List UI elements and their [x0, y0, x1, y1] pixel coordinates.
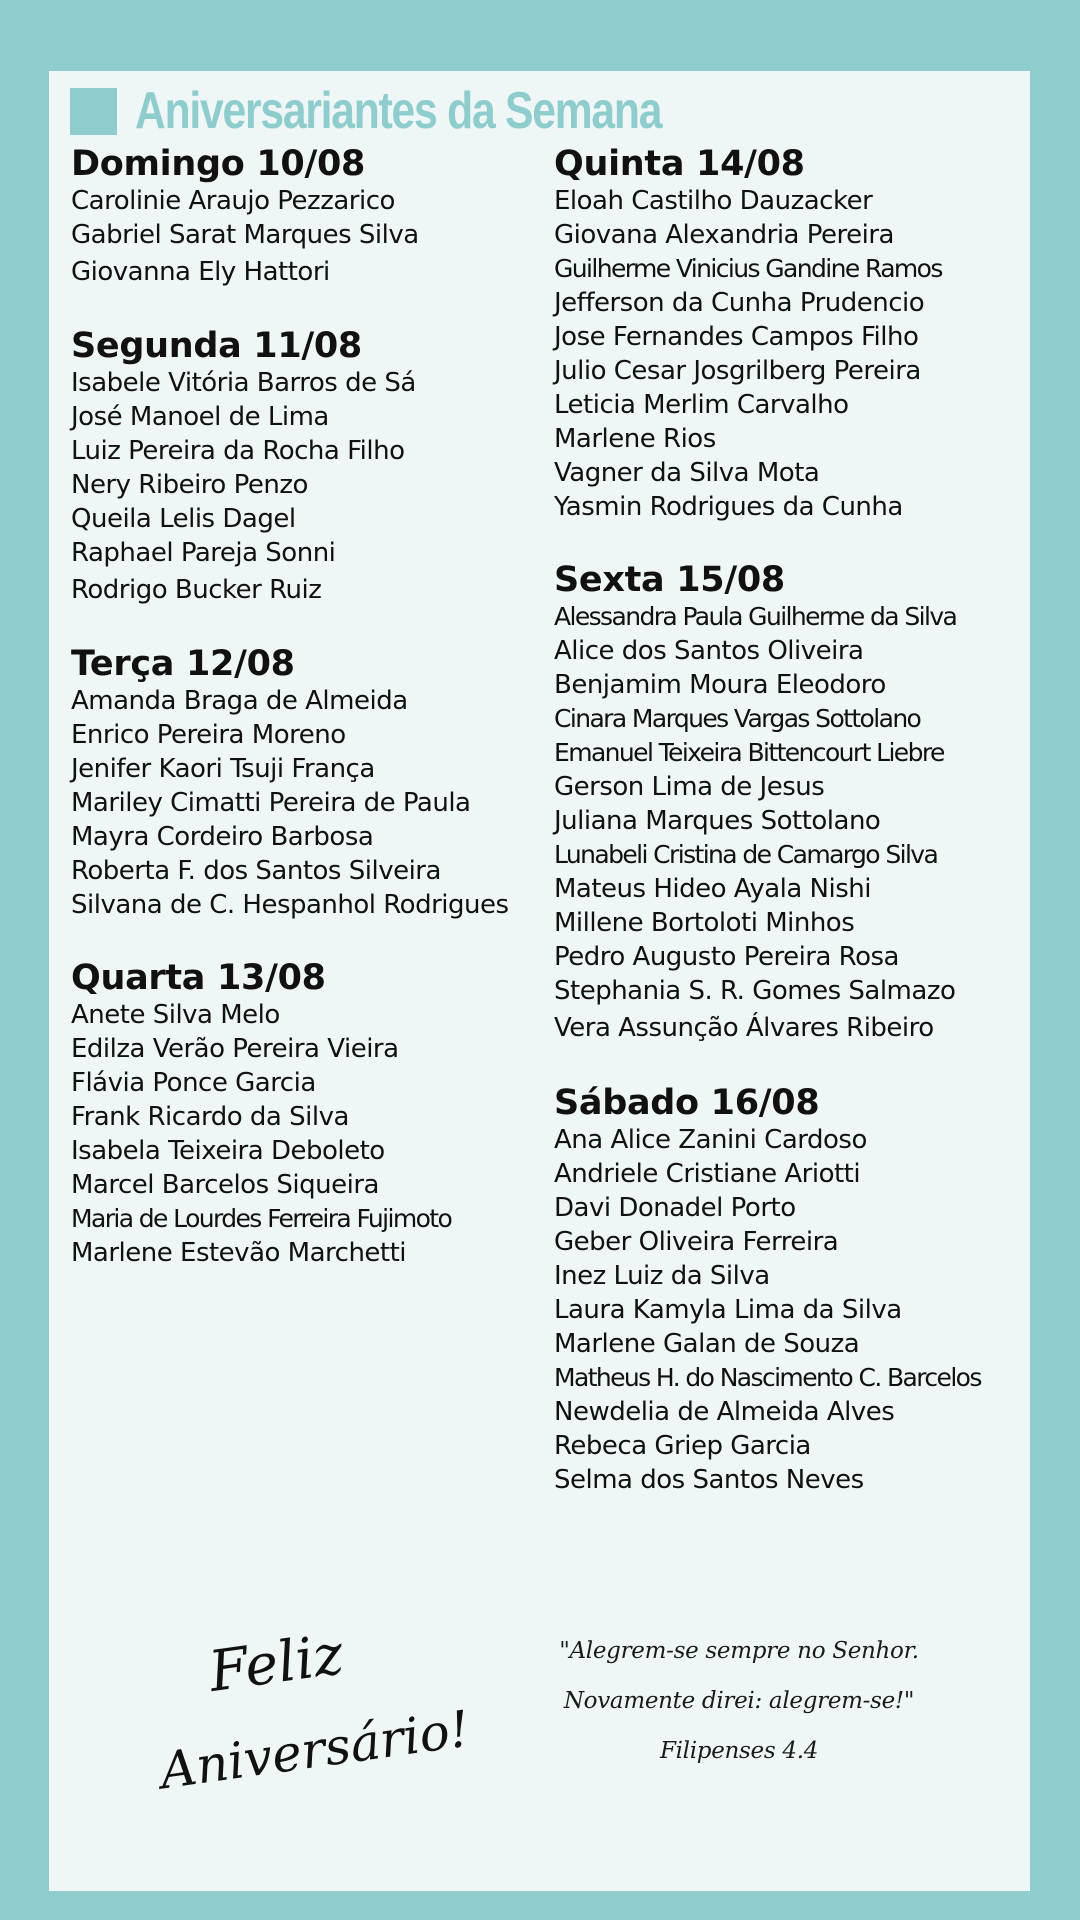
name-list — [554, 184, 942, 524]
day-title: Quinta 14/08 — [554, 144, 805, 184]
list-item: Marcel Barcelos Siqueira — [71, 1170, 379, 1200]
list-item: Flávia Ponce Garcia — [71, 1068, 316, 1098]
name-list — [71, 366, 416, 607]
day-section-friday — [554, 560, 956, 1045]
name-list — [554, 1123, 981, 1497]
list-item: Juliana Marques Sottolano — [554, 806, 881, 836]
list-item: Lunabeli Cristina de Camargo Silva — [554, 840, 938, 869]
list-item: Nery Ribeiro Penzo — [71, 470, 308, 500]
list-item: Jenifer Kaori Tsuji França — [71, 754, 375, 784]
list-item: Anete Silva Melo — [71, 1000, 280, 1030]
list-item: Geber Oliveira Ferreira — [554, 1227, 839, 1257]
day-section-wednesday — [71, 958, 451, 1270]
list-item: Jefferson da Cunha Prudencio — [554, 288, 925, 318]
day-section-saturday — [554, 1083, 981, 1497]
header-square-icon — [70, 88, 117, 135]
list-item: Frank Ricardo da Silva — [71, 1102, 349, 1132]
list-item: Leticia Merlim Carvalho — [554, 390, 849, 420]
list-item: Laura Kamyla Lima da Silva — [554, 1295, 902, 1325]
list-item: Cinara Marques Vargas Sottolano — [554, 704, 921, 733]
list-item: Andriele Cristiane Ariotti — [554, 1159, 861, 1189]
list-item: Roberta F. dos Santos Silveira — [71, 856, 441, 886]
list-item: Alessandra Paula Guilherme da Silva — [554, 602, 957, 631]
list-item: Alice dos Santos Oliveira — [554, 636, 864, 666]
day-title: Domingo 10/08 — [71, 144, 366, 184]
list-item: Millene Bortoloti Minhos — [554, 908, 855, 938]
list-item: Raphael Pareja Sonni — [71, 538, 336, 568]
day-title: Segunda 11/08 — [71, 326, 362, 366]
list-item: Benjamim Moura Eleodoro — [554, 670, 886, 700]
day-title: Quarta 13/08 — [71, 958, 326, 998]
list-item: Amanda Braga de Almeida — [71, 686, 408, 716]
signature-line-2: Aniversário! — [156, 1699, 474, 1801]
list-item: Yasmin Rodrigues da Cunha — [554, 492, 903, 522]
list-item: Maria de Lourdes Ferreira Fujimoto — [71, 1204, 452, 1233]
list-item: Newdelia de Almeida Alves — [554, 1397, 895, 1427]
list-item: Rodrigo Bucker Ruiz — [71, 575, 322, 605]
list-item: Silvana de C. Hespanhol Rodrigues — [71, 890, 509, 920]
list-item: Mariley Cimatti Pereira de Paula — [71, 788, 471, 818]
list-item: Jose Fernandes Campos Filho — [554, 322, 919, 352]
list-item: Carolinie Araujo Pezzarico — [71, 186, 395, 216]
day-section-monday — [71, 326, 416, 607]
day-title: Sábado 16/08 — [554, 1083, 820, 1123]
name-list — [71, 184, 419, 289]
list-item: Guilherme Vinicius Gandine Ramos — [554, 254, 942, 283]
birthday-card — [49, 71, 1030, 1891]
list-item: José Manoel de Lima — [71, 402, 329, 432]
list-item: Vagner da Silva Mota — [554, 458, 820, 488]
list-item: Giovana Alexandria Pereira — [554, 220, 894, 250]
header — [70, 81, 777, 141]
list-item: Julio Cesar Josgrilberg Pereira — [554, 356, 921, 386]
list-item: Davi Donadel Porto — [554, 1193, 796, 1223]
list-item: Mayra Cordeiro Barbosa — [71, 822, 374, 852]
name-list — [554, 600, 956, 1045]
day-title: Terça 12/08 — [71, 644, 295, 684]
list-item: Enrico Pereira Moreno — [71, 720, 346, 750]
list-item: Marlene Rios — [554, 424, 716, 454]
list-item: Ana Alice Zanini Cardoso — [554, 1125, 867, 1155]
list-item: Vera Assunção Álvares Ribeiro — [554, 1013, 934, 1043]
list-item: Eloah Castilho Dauzacker — [554, 186, 873, 216]
list-item: Stephania S. R. Gomes Salmazo — [554, 976, 956, 1006]
list-item: Selma dos Santos Neves — [554, 1465, 864, 1495]
signature-line-1: Feliz — [205, 1621, 348, 1706]
list-item: Mateus Hideo Ayala Nishi — [554, 874, 871, 904]
name-list — [71, 684, 509, 922]
name-list — [71, 998, 451, 1270]
list-item: Pedro Augusto Pereira Rosa — [554, 942, 899, 972]
verse-reference: Filipenses 4.4 — [659, 1738, 819, 1764]
list-item: Giovanna Ely Hattori — [71, 257, 330, 287]
list-item: Isabele Vitória Barros de Sá — [71, 368, 416, 398]
day-section-thursday — [554, 144, 942, 524]
list-item: Queila Lelis Dagel — [71, 504, 296, 534]
list-item: Gerson Lima de Jesus — [554, 772, 825, 802]
feliz-aniversario-signature — [156, 1601, 474, 1841]
list-item: Edilza Verão Pereira Vieira — [71, 1034, 399, 1064]
bible-verse — [549, 1626, 929, 1776]
verse-line-1: "Alegrem-se sempre no Senhor. — [559, 1638, 919, 1664]
list-item: Inez Luiz da Silva — [554, 1261, 770, 1291]
list-item: Marlene Galan de Souza — [554, 1329, 860, 1359]
day-title: Sexta 15/08 — [554, 560, 785, 600]
page-title: Aniversariantes da Semana — [135, 82, 662, 140]
list-item: Marlene Estevão Marchetti — [71, 1238, 407, 1268]
list-item: Matheus H. do Nascimento C. Barcelos — [554, 1363, 981, 1392]
list-item: Gabriel Sarat Marques Silva — [71, 220, 419, 250]
list-item: Isabela Teixeira Deboleto — [71, 1136, 385, 1166]
list-item: Emanuel Teixeira Bittencourt Liebre — [554, 738, 944, 767]
day-section-tuesday — [71, 644, 509, 922]
verse-line-2: Novamente direi: alegrem-se!" — [563, 1688, 915, 1714]
list-item: Rebeca Griep Garcia — [554, 1431, 811, 1461]
list-item: Luiz Pereira da Rocha Filho — [71, 436, 405, 466]
day-section-sunday — [71, 144, 419, 289]
